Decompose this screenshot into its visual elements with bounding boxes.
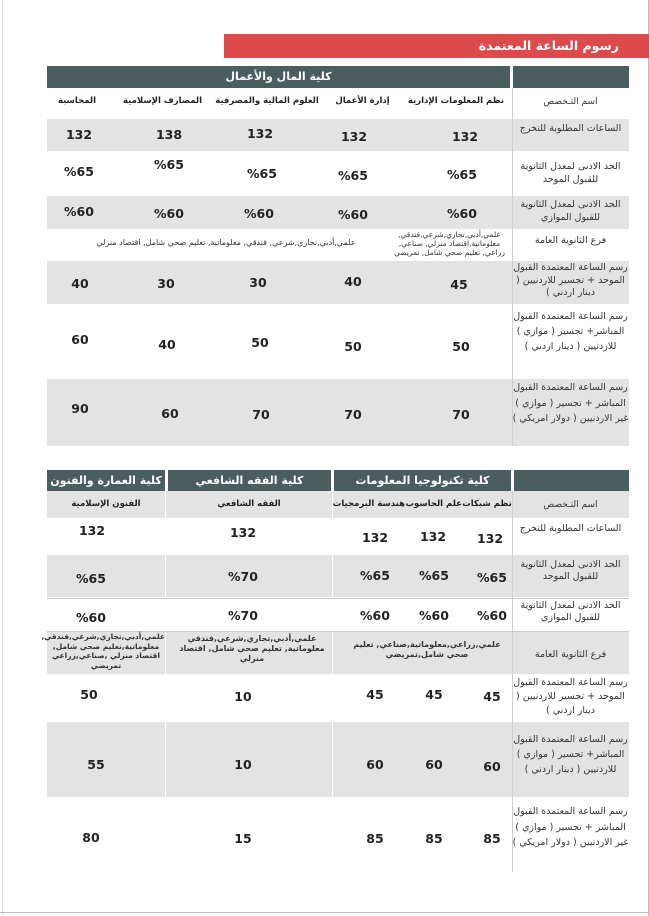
cell-value: %65 <box>447 167 477 182</box>
cell-value: %60 <box>419 608 449 623</box>
column-header: المحاسبة <box>57 96 97 106</box>
cell-value: %65 <box>76 571 106 586</box>
cell-value: 80 <box>82 830 100 845</box>
cell-value: 85 <box>366 831 384 846</box>
stream-text: علمي,أدبي,تجاري,شرعي,فندقي, معلوماتية,تعليم صحي شامل, اقتصاد منزلي ,صناعي,زراعي تمريضي <box>41 632 165 670</box>
cell-value: 138 <box>155 127 183 142</box>
college-header-blank <box>514 470 629 491</box>
row-label-credit-hours: الساعات المطلوبة للتخرج <box>519 123 622 134</box>
row-label-fee-parallel: رسم الساعة المعتمدة القبول المباشر+ تجسير ( موازي ) للاردنيين ( دينار اردني ) <box>513 734 628 775</box>
cell-value: 70 <box>452 407 470 422</box>
column-header: نظم المعلومات الإدارية <box>407 96 505 106</box>
cell-value: 15 <box>234 831 252 846</box>
cell-value: 132 <box>451 129 479 144</box>
cell-value: 60 <box>366 757 384 772</box>
cell-value: 132 <box>361 530 389 545</box>
column-header: العلوم المالية والمصرفية <box>215 96 319 106</box>
college-header-fiqh: كلية الفقه الشافعي <box>168 470 331 491</box>
row-label-min-parallel: الحد الادنى لمعدل الثانوية للقبول الموازي <box>520 199 621 223</box>
cell-value: 30 <box>249 275 267 290</box>
column-header: علم الحاسوب <box>405 499 462 509</box>
row-label-credit-hours: الساعات المطلوبة للتخرج <box>519 523 622 534</box>
row-label-fee-foreign: رسم الساعة المعتمدة القبول المباشر + تجسير ( موازي ) غير الاردنيين ( دولار امريكي ) <box>512 382 629 424</box>
stream-text: علمي,زراعي,معلوماتية,صناعي, تعليم صحي شامل,تمريضي <box>353 640 501 659</box>
column-header: المصارف الإسلامية <box>122 96 203 106</box>
page-edge-left <box>2 0 3 916</box>
cell-value: %65 <box>360 568 390 583</box>
cell-value: %60 <box>338 207 368 222</box>
row-label-stream: فرع الثانوية العامة <box>534 235 607 246</box>
cell-value: 45 <box>425 687 443 702</box>
cell-value: 55 <box>87 757 105 772</box>
cell-value: 10 <box>234 757 252 772</box>
cell-value: 60 <box>483 759 501 774</box>
row-label-min-unified: الحد الادنى لمعدل الثانوية للقبول الموحد <box>520 559 621 582</box>
column-header: الفنون الإسلامية <box>71 499 141 509</box>
column-header: الفقه الشافعي <box>217 499 281 509</box>
cell-value: 45 <box>483 689 501 704</box>
cell-value: 50 <box>344 339 362 354</box>
college-header-arch: كلية العمارة والفنون <box>47 470 165 491</box>
cell-value: 10 <box>234 689 252 704</box>
column-header: نظم شبكات <box>462 499 512 509</box>
cell-value: %65 <box>477 570 507 585</box>
college-header-business: كلية المال والأعمال <box>47 66 510 88</box>
cell-value: 40 <box>71 276 89 291</box>
cell-value: 70 <box>252 407 270 422</box>
column-header: إدارة الأعمال <box>335 96 390 106</box>
stream-text: علمي,أدبي,تجاري,شرعي, فندقي, معلوماتية, تعليم صحي شامل, اقتصاد منزلي <box>96 238 356 247</box>
row-label-specialization: اسم التـخصص <box>543 500 598 510</box>
cell-value: 60 <box>161 406 179 421</box>
row-label-min-parallel: الحد الادنى لمعدل الثانوية للقبول الموازي <box>520 600 621 623</box>
table-business <box>47 66 629 446</box>
cell-value: %60 <box>64 204 94 219</box>
cell-value: 132 <box>78 523 106 538</box>
stream-text: علمي,أدبي,تجاري,شرعي,فندقي معلوماتية, تعليم صحي شامل, اقتصاد منزلي <box>179 634 325 663</box>
cell-value: %65 <box>247 166 277 181</box>
page-edge-bottom <box>0 912 649 913</box>
cell-value: 40 <box>344 274 362 289</box>
cell-value: %65 <box>64 164 94 179</box>
cell-value: %65 <box>338 168 368 183</box>
cell-value: %65 <box>419 568 449 583</box>
cell-value: %70 <box>228 608 258 623</box>
cell-value: 30 <box>157 276 175 291</box>
cell-value: %60 <box>360 608 390 623</box>
cell-value: 132 <box>65 127 93 142</box>
stream-text: علمي,أدبي,تجاري,شرعي,فندقي, معلوماتية,اقتصاد منزلي, صناعي, زراعي, تعليم صحي شامل, تمريضي <box>394 230 505 257</box>
cell-value: %60 <box>447 206 477 221</box>
cell-value: 60 <box>425 757 443 772</box>
cell-value: 85 <box>483 831 501 846</box>
cell-value: 45 <box>450 277 468 292</box>
college-header-it: كلية تكنولوجيا المعلومات <box>334 470 511 491</box>
cell-value: 50 <box>452 339 470 354</box>
cell-value: 50 <box>80 687 98 702</box>
cell-value: 132 <box>419 529 447 544</box>
cell-value: 90 <box>71 401 89 416</box>
cell-value: 132 <box>246 126 274 141</box>
row-label-fee-parallel: رسم الساعة المعتمدة القبول المباشر+ تجسير ( موازي ) للاردنيين ( دينار اردني ) <box>513 311 628 352</box>
row-label-stream: فرع الثانوية العامة <box>534 649 607 660</box>
cell-value: 70 <box>344 407 362 422</box>
page-title: رسوم الساعة المعتمدة <box>224 34 649 58</box>
cell-value: 132 <box>476 531 504 546</box>
cell-value: 50 <box>251 335 269 350</box>
cell-value: %60 <box>76 610 106 625</box>
table-it-fiqh-arch <box>41 470 629 872</box>
column-header: هندسة البرمجيات <box>332 499 405 509</box>
row-label-fee-foreign: رسم الساعة المعتمدة القبول المباشر + تجسير ( موازي ) غير الاردنيين ( دولار امريكي ) <box>512 806 629 848</box>
row-label-fee-unified: رسم الساعة المعتمدة القبول الموحد + تجسير للاردنيين ( دينار اردني ) <box>513 677 628 716</box>
cell-value: %60 <box>154 206 184 221</box>
cell-value: 45 <box>366 687 384 702</box>
cell-value: %60 <box>477 608 507 623</box>
cell-value: %70 <box>228 569 258 584</box>
cell-value: 85 <box>425 831 443 846</box>
cell-value: 60 <box>71 332 89 347</box>
row-label-specialization: اسم التـخصص <box>543 97 598 107</box>
cell-value: %60 <box>244 206 274 221</box>
college-header-blank <box>513 66 629 88</box>
row-label-min-unified: الحد الادنى لمعدل الثانوية للقبول الموحد <box>520 161 621 185</box>
cell-value: 132 <box>340 129 368 144</box>
cell-value: %65 <box>154 157 184 172</box>
row-label-fee-unified: رسم الساعة المعتمدة القبول الموحد + تجسير للاردنيين ( دينار اردني ) <box>513 262 628 298</box>
cell-value: 40 <box>158 337 176 352</box>
cell-value: 132 <box>229 525 257 540</box>
